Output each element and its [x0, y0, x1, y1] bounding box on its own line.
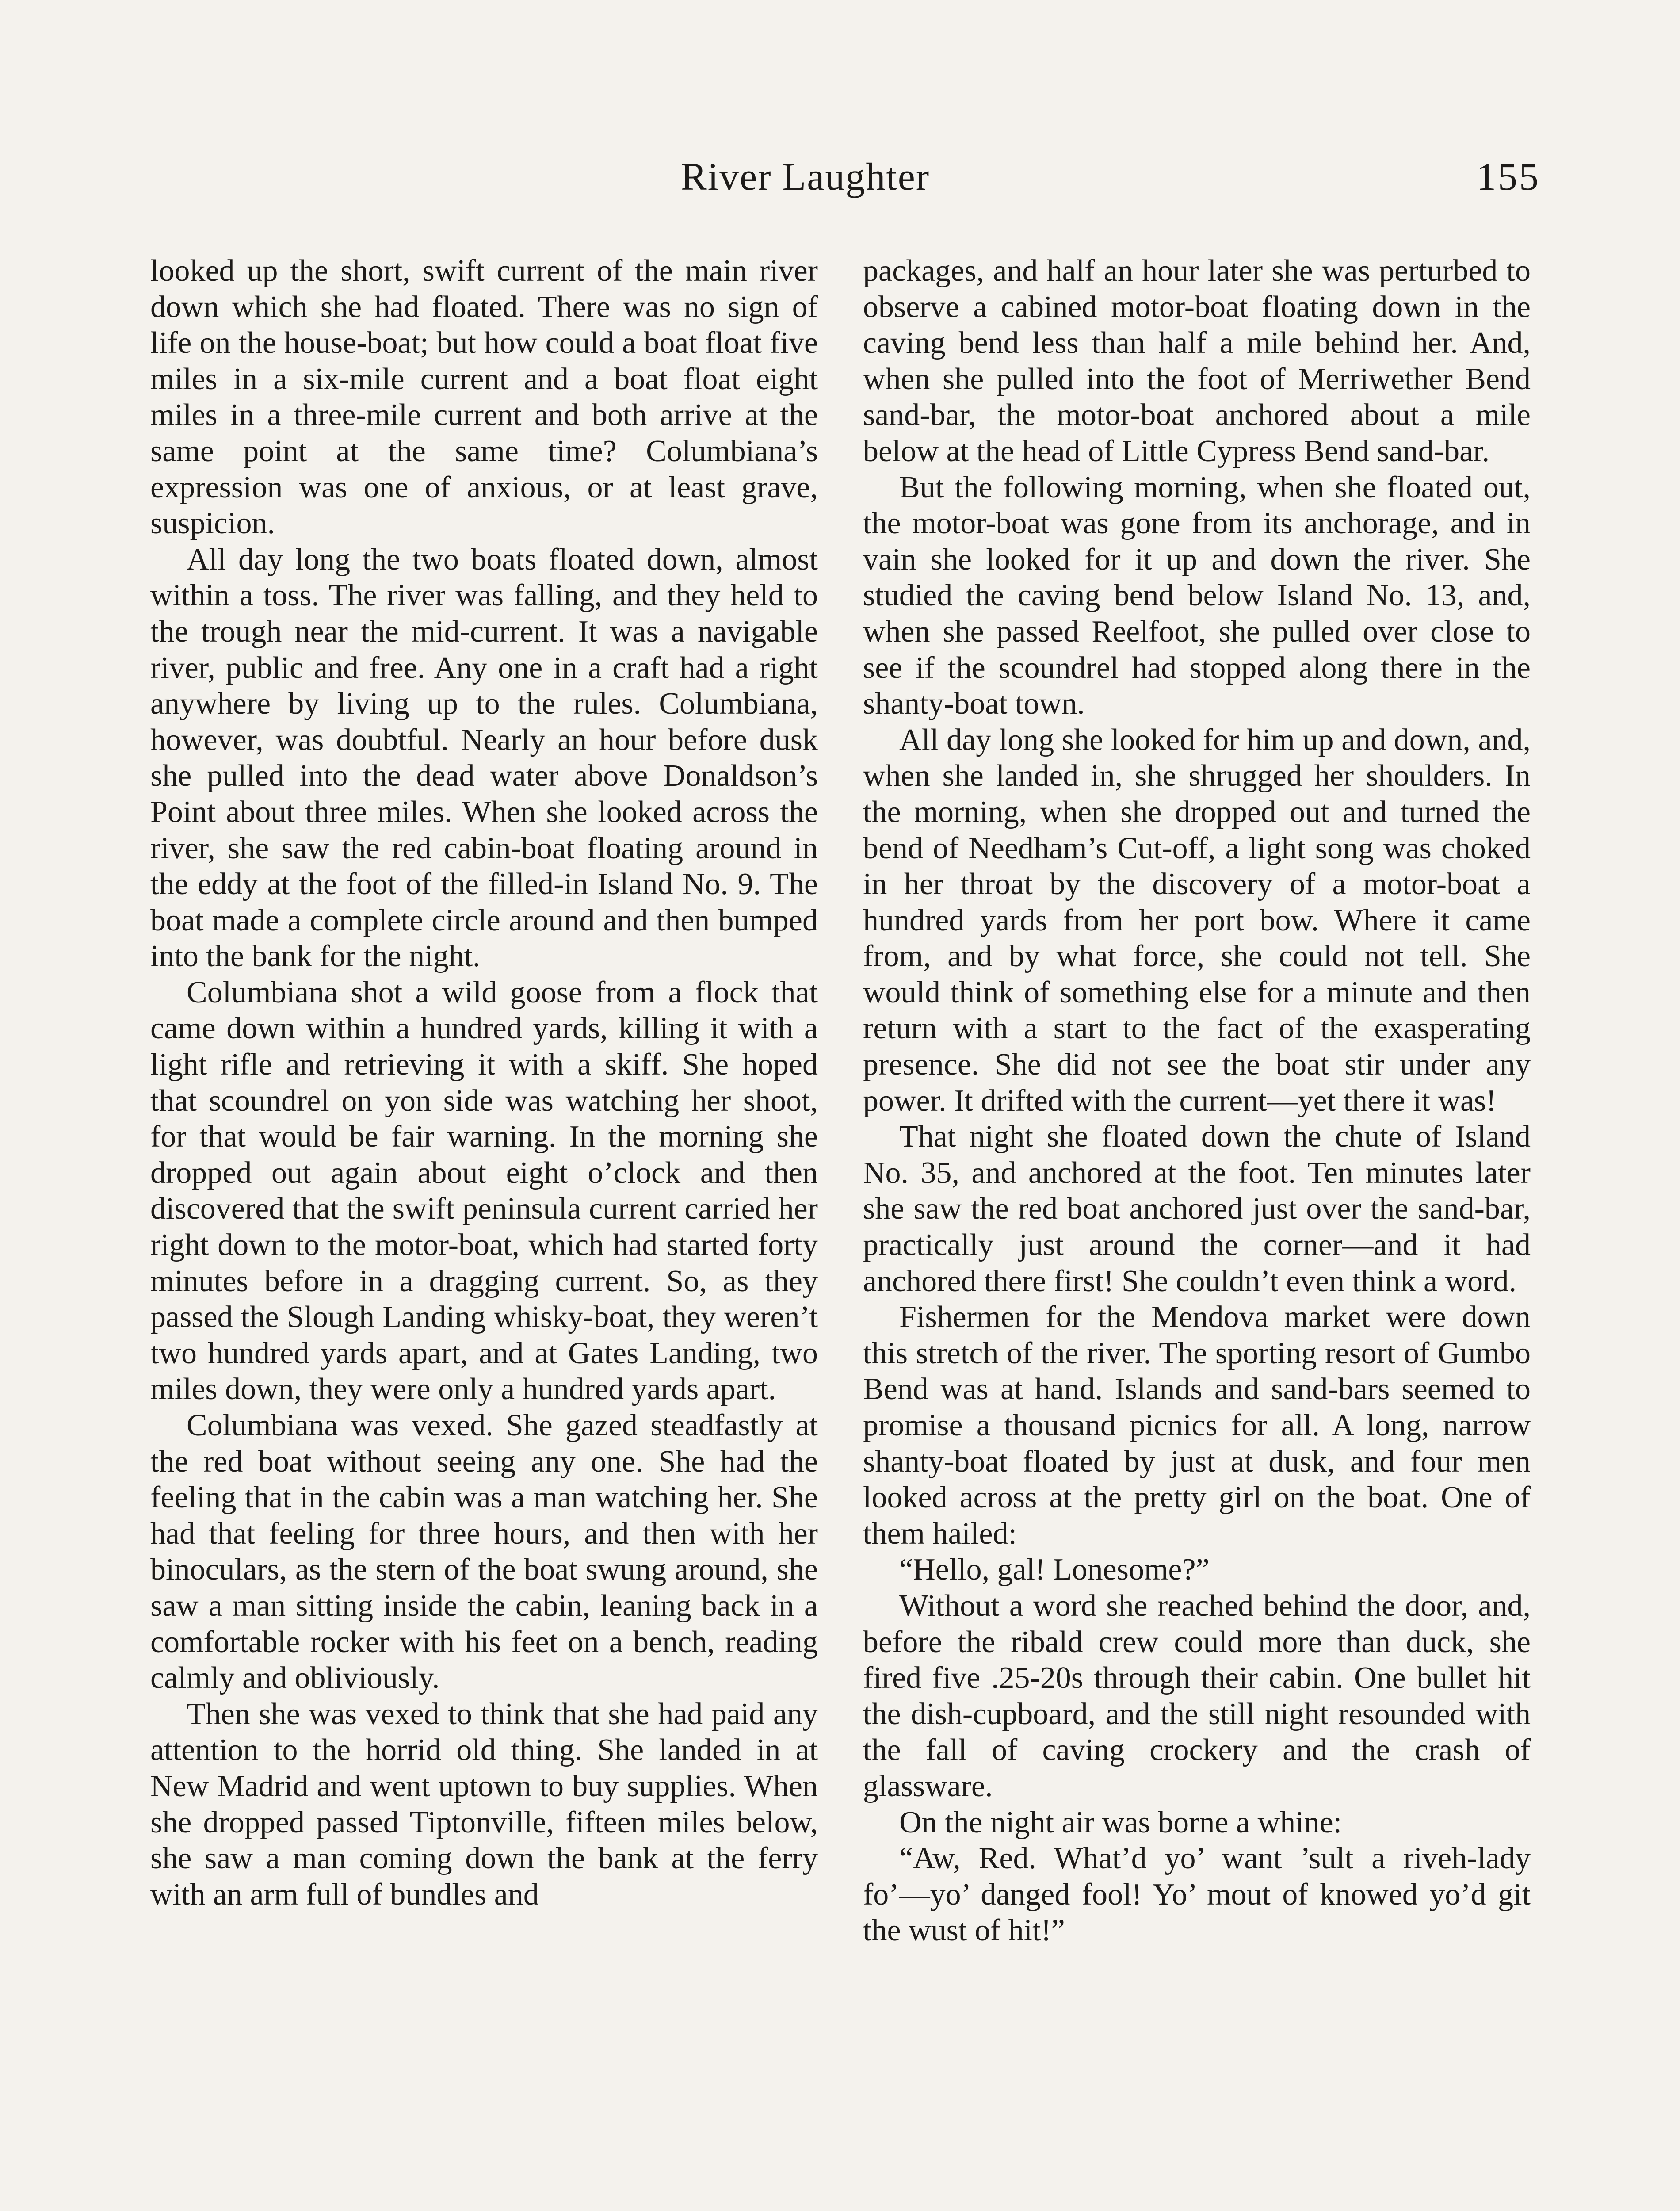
paragraph: Without a word she reached behind the door, and, before the ribald crew could more than duck, she fired five .25-20s through their cabin. One bullet hit the dish-cupboard, and the still night resounded with the fall of caving crockery and the crash of glassware.	[863, 1588, 1531, 1803]
paragraph: Columbiana was vexed. She gazed steadfastly at the red boat without seeing any one. She had the feeling that in the cabin was a man watching her. She had that feeling for three hours, and then with her binoculars, as the stern of the boat swung around, she saw a man sitting inside the cabin, leaning back in a comfortable rocker with his feet on a bench, reading calmly and obliviously.	[150, 1408, 818, 1695]
paragraph: That night she floated down the chute of Island No. 35, and anchored at the foot. Ten minutes later she saw the red boat anchored just over the sand-bar, practically just around the corner—and it had anchored there first! She couldn’t even think a word.	[863, 1120, 1531, 1298]
running-title: River Laughter	[681, 156, 930, 199]
paragraph: On the night air was borne a whine:	[899, 1805, 1342, 1840]
dialogue-line: “Hello, gal! Lonesome?”	[899, 1553, 1210, 1587]
paragraph: Fishermen for the Mendova market were down this stretch of the river. The sporting resort of Gumbo Bend was at hand. Islands and sand-bars seemed to promise a thousand picnics for all. A long, narrow shanty-boat floated by just at dusk, and four men looked across at the pretty girl on the boat. One of them hailed:	[863, 1300, 1531, 1551]
paragraph: All day long she looked for him up and down, and, when she landed in, she shrugged her shoulders. In the morning, when she dropped out and turned the bend of Needham’s Cut-off, a light song was choked in her throat by the discovery of a motor-boat a hundred yards from her port bow. Where it came from, and by what force, she could not tell. She would think of something else for a minute and then return with a start to the fact of the exasperating presence. She did not see the boat stir under any power. It drifted with the current—yet there it was!	[863, 723, 1531, 1118]
left-column	[150, 253, 818, 1913]
page-number: 155	[1477, 156, 1540, 199]
paragraph: All day long the two boats floated down, almost within a toss. The river was falling, and they held to the trough near the mid-current. It was a navigable river, public and free. Any one in a craft had a right anywhere by living up to the rules. Columbiana, however, was doubtful. Nearly an hour before dusk she pulled into the dead water above Donaldson’s Point about three miles. When she looked across the river, she saw the red cabin-boat floating around in the eddy at the foot of the filled-in Island No. 9. The boat made a complete circle around and then bumped into the bank for the night.	[150, 542, 818, 974]
paragraph: Then she was vexed to think that she had paid any attention to the horrid old thing. She landed in at New Madrid and went uptown to buy supplies. When she dropped passed Tiptonville, fifteen miles below, she saw a man coming down the bank at the ferry with an arm full of bundles and	[150, 1697, 818, 1912]
running-head	[0, 155, 1680, 212]
paragraph: Columbiana shot a wild goose from a flock that came down within a hundred yards, killing it with a light rifle and retrieving it with a skiff. She hoped that scoundrel on yon side was watching her shoot, for that would be fair warning. In the morning she dropped out again about eight o’clock and then discovered that the swift peninsula current carried her right down to the motor-boat, which had started forty minutes before in a dragging current. So, as they passed the Slough Landing whisky-boat, they weren’t two hundred yards apart, and at Gates Landing, two miles down, they were only a hundred yards apart.	[150, 975, 818, 1407]
paragraph: But the following morning, when she floated out, the motor-boat was gone from its anchorage, and in vain she looked for it up and down the river. She studied the caving bend below Island No. 13, and, when she passed Reelfoot, she pulled over close to see if the scoundrel had stopped along there in the shanty-boat town.	[863, 470, 1531, 721]
paragraph: packages, and half an hour later she was perturbed to observe a cabined motor-boat floating down in the caving bend less than half a mile behind her. And, when she pulled into the foot of Merriwether Bend sand-bar, the motor-boat anchored about a mile below at the head of Little Cypress Bend sand-bar.	[863, 254, 1531, 468]
right-column	[863, 253, 1531, 1949]
paragraph: looked up the short, swift current of the main river down which she had floated. There was no sign of life on the house-boat; but how could a boat float five miles in a six-mile current and a boat float eight miles in a three-mile current and both arrive at the same point at the same time? Columbiana’s expression was one of anxious, or at least grave, suspicion.	[150, 254, 818, 541]
dialogue-line: “Aw, Red. What’d yo’ want ’sult a riveh-lady fo’—yo’ danged fool! Yo’ mout of knowed yo’d git the wust of hit!”	[863, 1841, 1531, 1948]
